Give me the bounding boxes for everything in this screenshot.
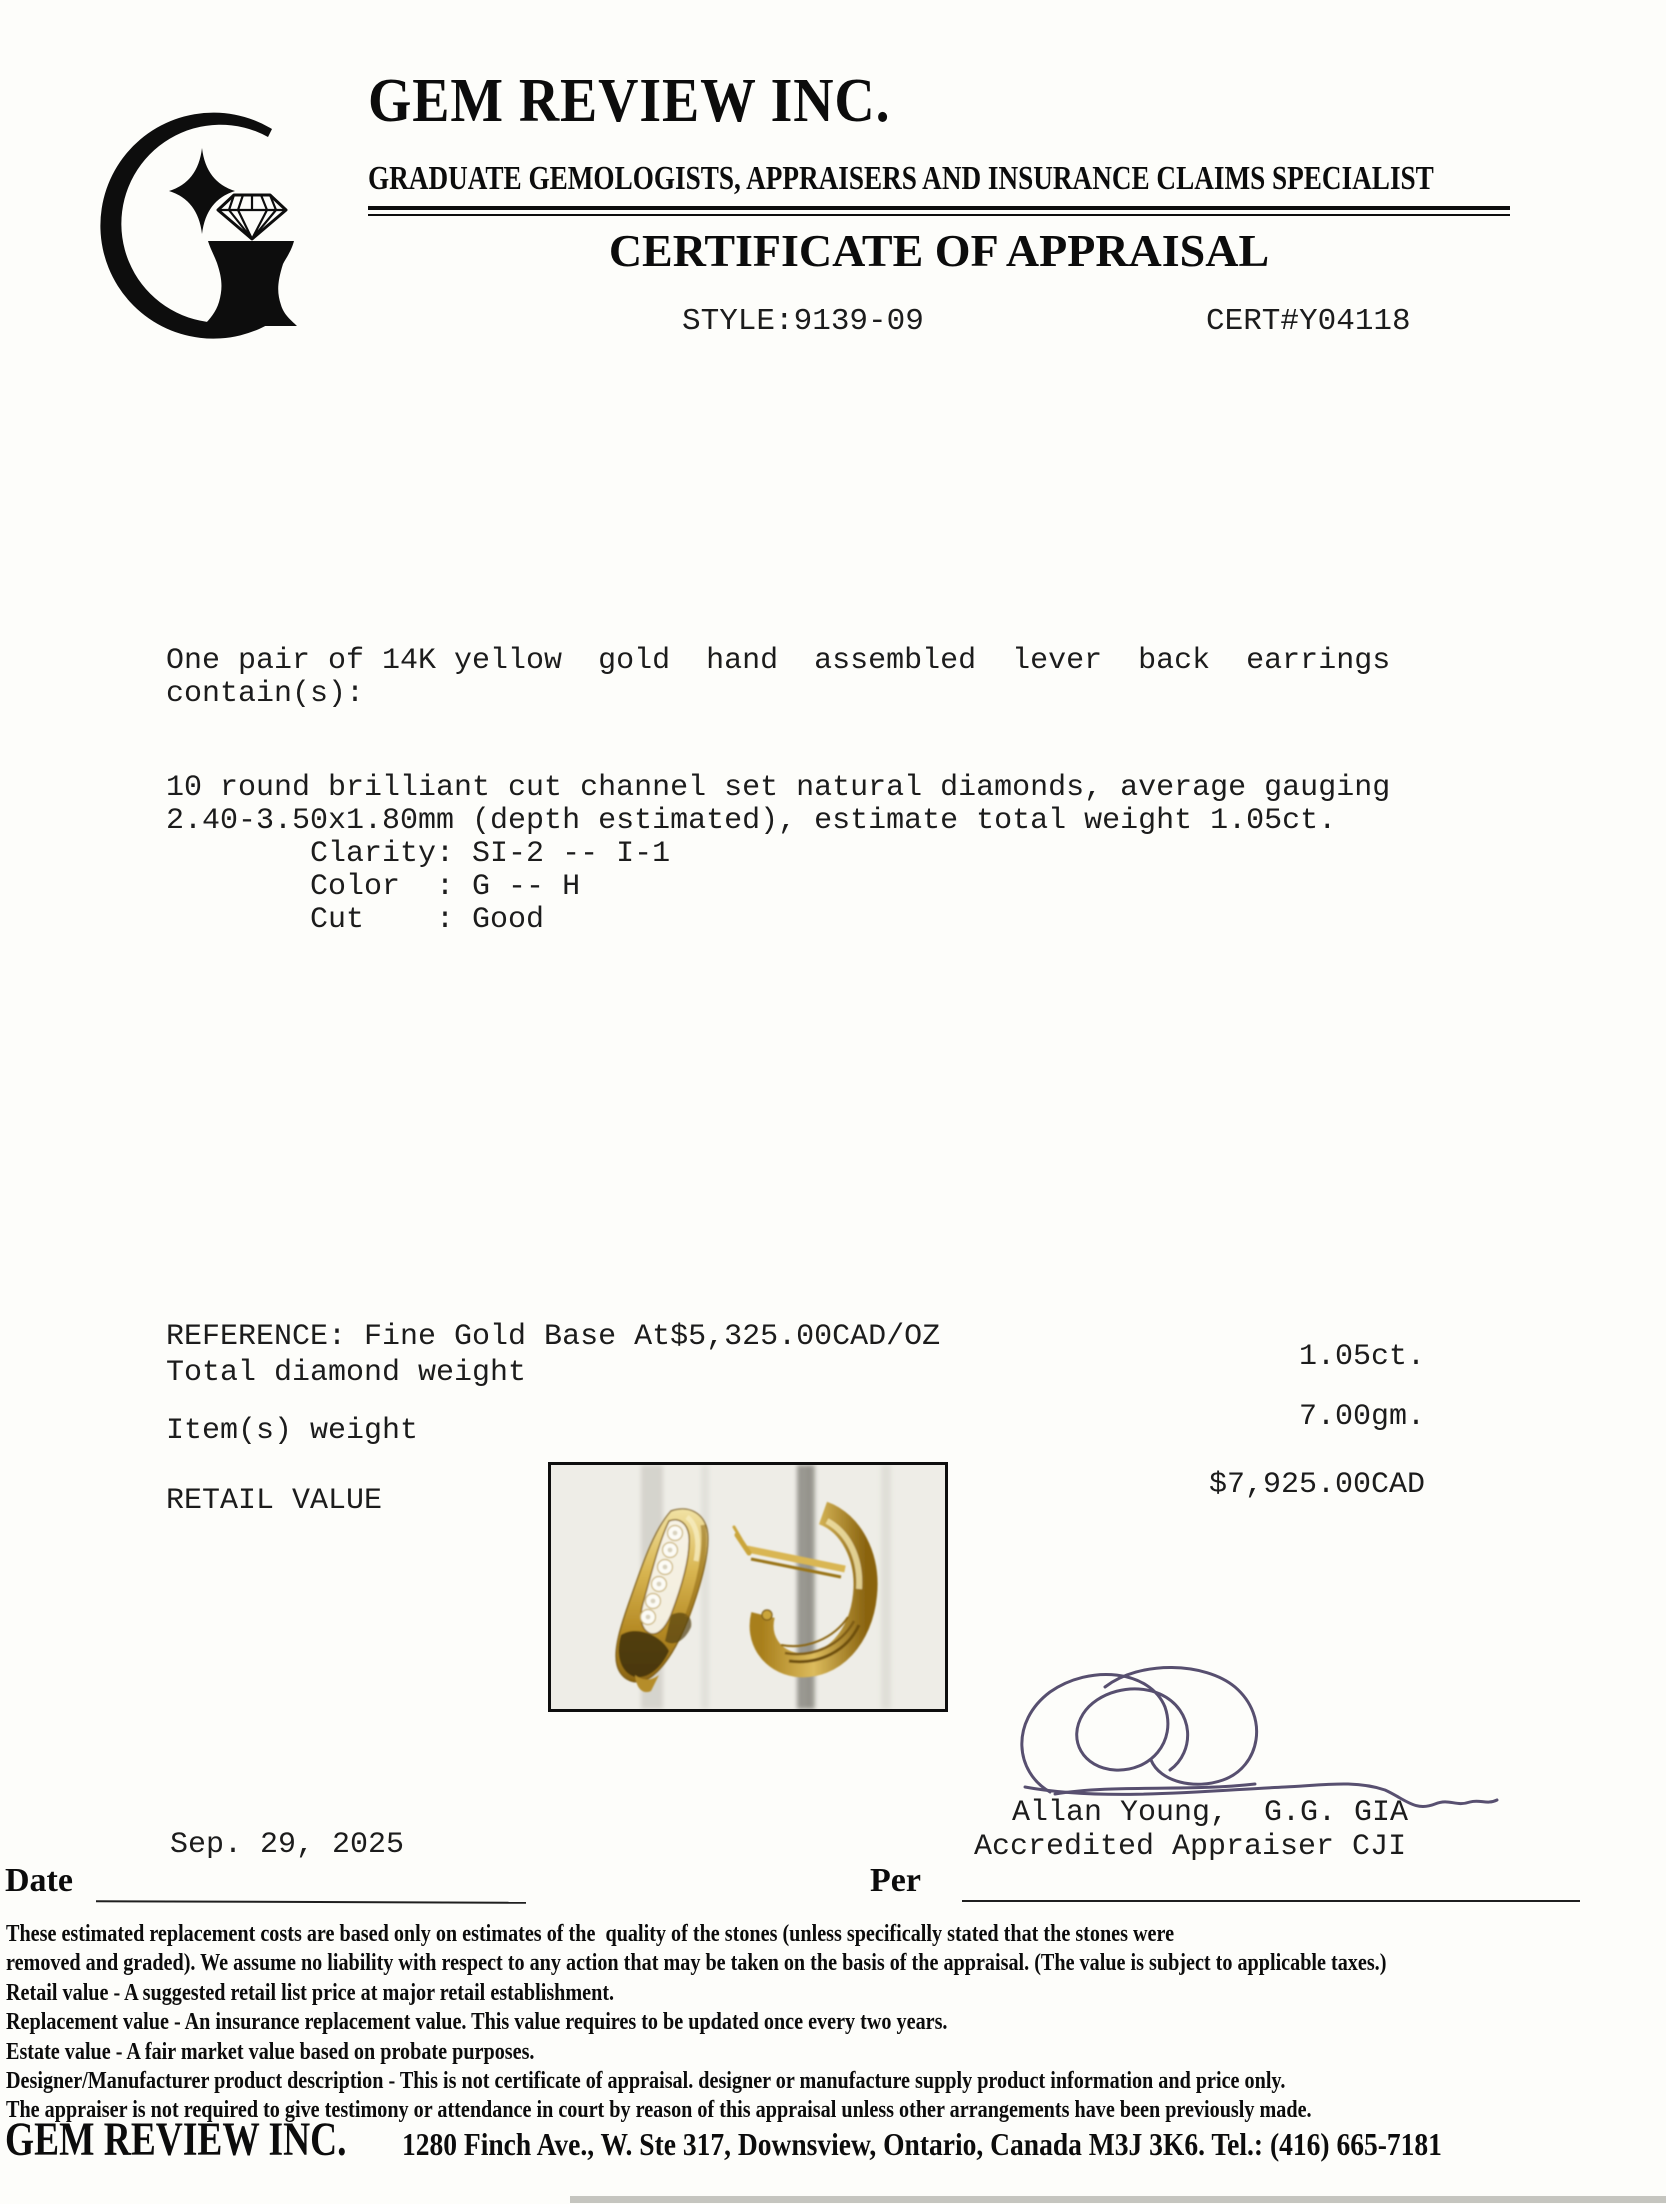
rule-bottom xyxy=(368,214,1510,216)
description-line: One pair of 14K yellow gold hand assembled lever back earrings xyxy=(166,644,1391,678)
item-description xyxy=(166,645,1390,711)
footer-address: 1280 Finch Ave., W. Ste 317, Downsview, Ontario, Canada M3J 3K6. Tel.: (416) 665-7181 xyxy=(402,2126,1442,2162)
disclaimer-line: These estimated replacement costs are based only on estimates of the quality of the stones (unless specifically stated that the stones were xyxy=(6,1921,1175,1947)
disclaimer-line: Designer/Manufacturer product description - This is not certificate of appraisal. designer or manufacture supply product information and price only. xyxy=(6,2068,1286,2095)
color-line: Color : G -- H xyxy=(166,870,581,904)
diamond-line: 10 round brilliant cut channel set natural diamonds, average gauging xyxy=(166,771,1391,805)
total-diamond-weight-label: Total diamond weight xyxy=(166,1356,527,1390)
retail-value-value: $7,925.00CAD xyxy=(1208,1468,1425,1502)
rule-top xyxy=(368,206,1510,214)
date-value: Sep. 29, 2025 xyxy=(170,1828,405,1862)
item-weight-label: Item(s) weight xyxy=(166,1414,419,1448)
gem-review-logo-icon xyxy=(86,92,338,356)
cut-line: Cut : Good xyxy=(166,903,545,937)
retail-value-label: RETAIL VALUE xyxy=(166,1484,383,1518)
description-line: contain(s): xyxy=(166,677,365,711)
company-name: GEM REVIEW INC. xyxy=(368,67,891,135)
appraiser-title: Accredited Appraiser CJI xyxy=(974,1830,1407,1864)
star-sparkle-icon xyxy=(169,148,235,234)
diamond-description xyxy=(166,772,1390,937)
cert-number: CERT#Y04118 xyxy=(1206,304,1411,339)
scan-artifact-strip xyxy=(570,2196,1666,2203)
disclaimer-line: The appraiser is not required to give testimony or attendance in court by reason of this appraisal unless other arrangements have been previously made. xyxy=(6,2097,1312,2124)
date-underline xyxy=(96,1900,526,1904)
footer-company: GEM REVIEW INC. xyxy=(5,2113,347,2166)
date-label: Date xyxy=(5,1862,73,1899)
clarity-line: Clarity: SI-2 -- I-1 xyxy=(166,837,671,871)
appraiser-name: Allan Young, G.G. GIA xyxy=(1012,1796,1409,1830)
total-diamond-weight-value: 1.05ct. xyxy=(1298,1340,1425,1374)
earrings-photo xyxy=(548,1462,948,1712)
style-number: STYLE:9139-09 xyxy=(682,304,924,339)
double-rule xyxy=(368,206,1510,216)
disclaimer-line: Estate value - A fair market value based on probate purposes. xyxy=(6,2038,535,2065)
disclaimer-line: Retail value - A suggested retail list price at major retail establishment. xyxy=(6,1979,615,2006)
disclaimer-line: removed and graded). We assume no liability with respect to any action that may be taken on the basis of the appraisal. (The value is subject to applicable taxes.) xyxy=(6,1950,1387,1977)
disclaimer-block xyxy=(6,1920,1649,2126)
earrings-photo-image xyxy=(551,1465,945,1709)
diamond-line: 2.40-3.50x1.80mm (depth estimated), estimate total weight 1.05ct. xyxy=(166,804,1337,838)
pedestal-icon xyxy=(203,241,297,326)
disclaimer-line: Replacement value - An insurance replacement value. This value requires to be updated once every two years. xyxy=(6,2009,948,2036)
per-label: Per xyxy=(870,1862,921,1899)
doc-title: CERTIFICATE OF APPRAISAL xyxy=(608,225,1270,276)
per-underline xyxy=(962,1900,1580,1902)
reference-line: REFERENCE: Fine Gold Base At$5,325.00CAD/OZ xyxy=(166,1320,941,1354)
company-tagline: GRADUATE GEMOLOGISTS, APPRAISERS AND INSURANCE CLAIMS SPECIALIST xyxy=(368,160,1434,197)
doc-title-box xyxy=(368,224,1510,277)
diamond-icon xyxy=(218,195,286,239)
item-weight-value: 7.00gm. xyxy=(1298,1400,1425,1434)
